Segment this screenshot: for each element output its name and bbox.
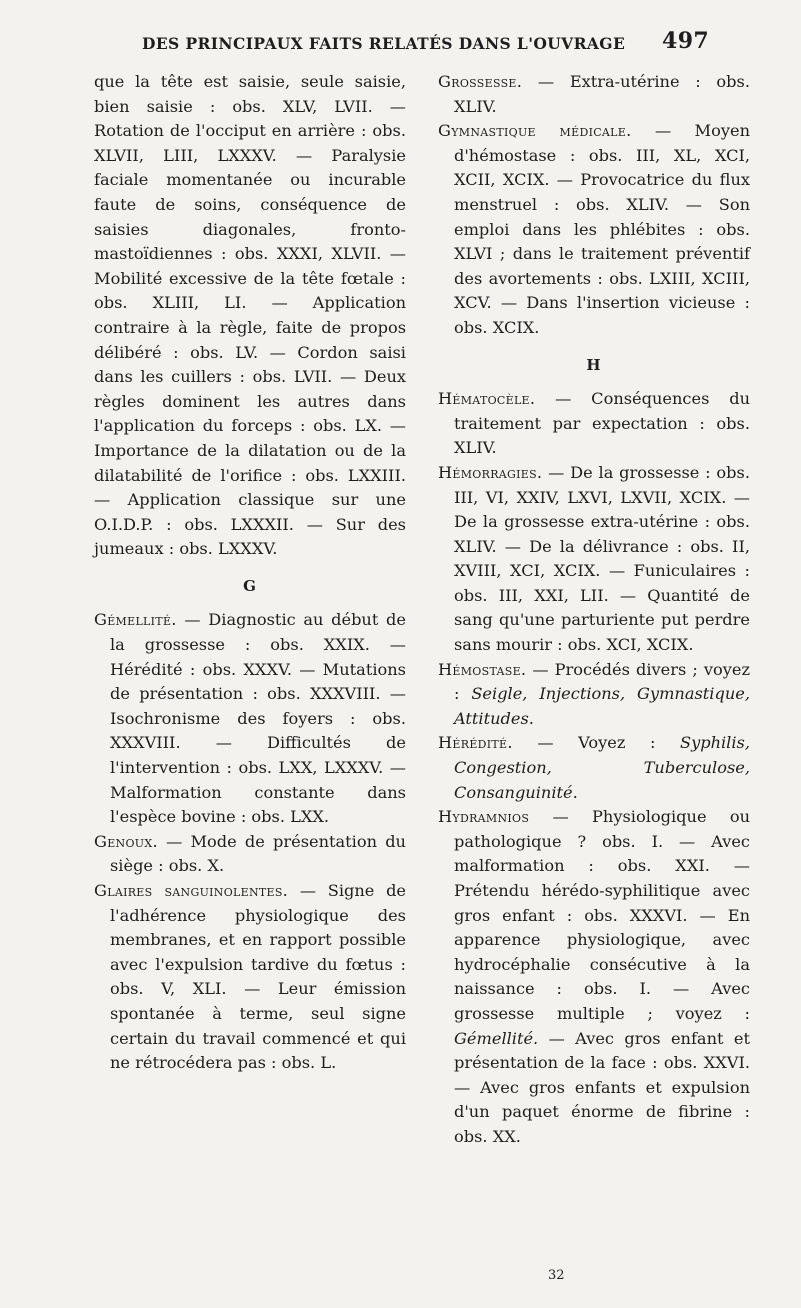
index-entry bbox=[438, 731, 750, 805]
index-entry bbox=[94, 830, 406, 879]
entry-text: — Diagnostic au début de la grossesse : obs. XXIX. — Hérédité : obs. XXXV. — Mutations de présentation : obs. XXXVIII. — Isochronisme des foyers : obs. XXXVIII. — Difficultés de l'intervention : obs. LXX, LXXXV. — Malformation constante dans l'espèce bovine : obs. LXX. bbox=[110, 610, 406, 827]
entry-text: — Moyen d'hémostase : obs. III, XL, XCI, XCII, XCIX. — Provocatrice du flux menstruel : obs. XLIV. — Son emploi dans les phlébites : obs. XLVI ; dans le traitement préventif des avortements : obs. LXIII, XCIII, XCV. — Dans l'insertion vicieuse : obs. XCIX. bbox=[454, 121, 751, 337]
index-entry bbox=[438, 461, 750, 658]
entry-text: — Signe de l'adhérence physiologique des membranes, et en rapport possible avec l'expulsion tardive du fœtus : obs. V, XLI. — Leur émission spontanée à terme, seul signe certain du travail commencé et qui ne rétrocédera pas : obs. L. bbox=[110, 881, 407, 1073]
left-column bbox=[94, 70, 406, 1076]
index-entry bbox=[438, 805, 750, 1149]
index-entry bbox=[94, 879, 406, 1076]
index-entry bbox=[438, 119, 750, 340]
header-title: DES PRINCIPAUX FAITS RELATÉS DANS L'OUVRAGE bbox=[142, 34, 626, 53]
entry-keyword: Hydramnios bbox=[438, 807, 530, 827]
entry-text: — Physiologique ou pathologique ? obs. I. — Avec malformation : obs. XXI. — Prétendu hérédo-syphilitique avec gros enfant : obs. XXXVI. — En apparence physiologique, avec hydrocéphalie consécutive à la naissance : obs. I. — Avec grossesse multiple ; voyez : bbox=[454, 807, 750, 1023]
entry-text: — Procédés divers ; voyez : bbox=[454, 659, 750, 704]
entry-keyword: Hématocèle. bbox=[438, 389, 536, 409]
entry-keyword: Gémellité. bbox=[94, 610, 177, 630]
section-letter-h: H bbox=[586, 355, 602, 374]
entry-text: — De la grossesse : obs. III, VI, XXIV, LXVI, LXVII, XCIX. — De la grossesse extra-utérine : obs. XLIV. — De la délivrance : obs. II, XVIII, XCI, XCIX. — Funiculaires : obs. III, XXI, LII. — Quantité de sang qu'une parturiente put perdre sans mourir : obs. XCI, XCIX. bbox=[454, 462, 750, 655]
entry-italic: Gémellité. bbox=[454, 1028, 539, 1048]
entry-text: — Conséquences du traitement par expectation : obs. XLIV. bbox=[454, 389, 750, 458]
entry-keyword: Hémostase. bbox=[438, 659, 527, 679]
entry-text: — Mode de présentation du siège : obs. X. bbox=[110, 831, 406, 876]
entry-keyword: Glaires sanguinolentes. bbox=[94, 881, 289, 900]
index-entry bbox=[438, 658, 750, 732]
continuation-paragraph: que la tête est saisie, seule saisie, bien saisie : obs. XLV, LVII. — Rotation de l'occiput en arrière : obs. XLVII, LIII, LXXXV. — Paralysie faciale momentanée ou incurable faute de soins, conséquence de saisies diagonales, fronto-mastoïdiennes : obs. XXXI, XLVII. — Mobilité excessive de la tête fœtale : obs. XLIII, LI. — Application contraire à la règle, faite de propos délibéré : obs. LV. — Cordon saisi dans les cuillers : obs. LVII. — Deux règles dominent les autres dans l'application du forceps : obs. LX. — Importance de la dilatation ou de la dilatabilité de l'orifice : obs. LXXIII. — Application classique sur une O.I.D.P. : obs. LXXXII. — Sur des jumeaux : obs. LXXXV. bbox=[94, 72, 406, 559]
index-entry bbox=[94, 608, 406, 829]
entry-text: — Extra-utérine : obs. XLIV. bbox=[454, 72, 750, 116]
running-header bbox=[0, 28, 801, 58]
entry-italic: Seigle, Injections, Gymnastique, Attitudes. bbox=[454, 684, 750, 728]
entry-keyword: Hémorragies. bbox=[438, 462, 543, 482]
section-letter-g: G bbox=[243, 576, 257, 595]
entry-keyword: Gymnastique médicale. bbox=[438, 121, 632, 141]
entry-keyword: Genoux. bbox=[94, 831, 158, 851]
entry-italic: Syphilis, Congestion, Tuberculose, Consanguinité. bbox=[454, 733, 750, 802]
signature-mark: 32 bbox=[548, 1268, 565, 1283]
right-column bbox=[438, 70, 750, 1150]
entry-text-tail: — Avec gros enfant et présentation de la face : obs. XXVI. — Avec gros enfants et expulsion d'un paquet énorme de fibrine : obs. XX. bbox=[454, 1028, 750, 1146]
index-entry bbox=[438, 387, 750, 461]
index-entry bbox=[438, 70, 750, 119]
entry-keyword: Grossesse. bbox=[438, 72, 523, 91]
entry-text: — Voyez : bbox=[512, 733, 680, 753]
page-number: 497 bbox=[662, 28, 710, 54]
entry-keyword: Hérédité. bbox=[438, 733, 513, 753]
